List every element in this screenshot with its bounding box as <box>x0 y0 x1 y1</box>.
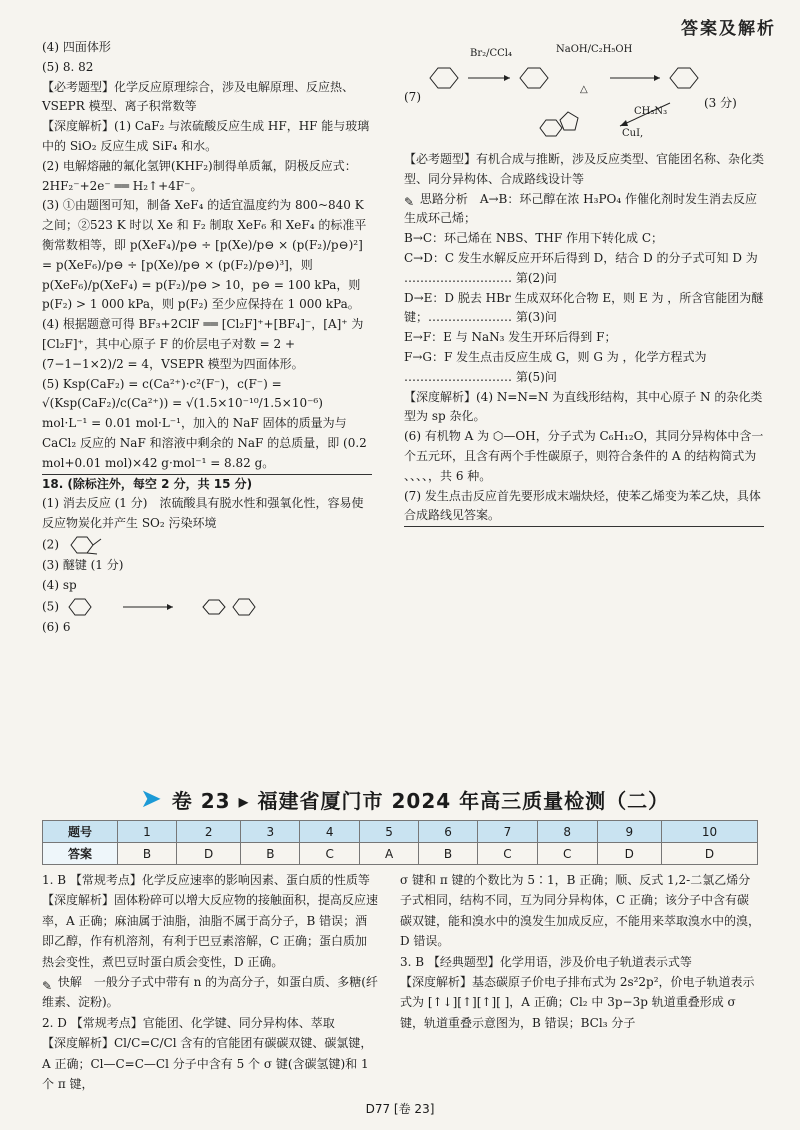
table-cell: 4 <box>300 821 360 843</box>
text-line: 【必考题型】化学反应原理综合，涉及电解原理、反应热、VSEPR 模型、离子积常数等 <box>42 79 355 114</box>
pencil-icon: ✎ <box>42 979 53 994</box>
text-line: (5) 8. 82 <box>42 59 94 74</box>
table-cell: B <box>118 843 177 865</box>
idea-analysis: 思路分析 A→B：环己醇在浓 H₃PO₄ 作催化剂时发生消去反应生成环己烯； <box>404 191 757 226</box>
table-cell: D <box>176 843 240 865</box>
table-cell: 1 <box>118 821 177 843</box>
text-line: (5) Ksp(CaF₂) = c(Ca²⁺)·c²(F⁻)，c(F⁻) = √(Ksp(CaF₂)/c(Ca²⁺)) = √(1.5×10⁻¹⁰/1.5×10⁻⁶) mol·L⁻¹ = 0.01 mol·L⁻¹，加入的 NaF 固体的质量为与 CaCl₂ 反应的 NaF 和溶液中剩余的 NaF 的总质量，即 (0.2 mol+0.01 mol)×42 g·mol⁻¹ = 8.82 g。 <box>42 375 372 475</box>
bottom-right-column <box>400 870 760 1033</box>
click-reaction-scheme <box>63 596 263 618</box>
text-line: 18. (除标注外，每空 2 分，共 15 分) <box>42 476 253 491</box>
text-line: (6) 有机物 A 为 ⬡—OH，分子式为 C₆H₁₂O，其同分异构体中含一个五元环，且含有两个手性碳原子，则符合条件的 A 的结构简式为 、、、、，共 6 种。 <box>404 429 764 483</box>
text-line: 【深度解析】(4) N=N=N 为直线形结构，其中心原子 N 的杂化类型为 sp 杂化。 <box>404 389 763 424</box>
text-line: 【深度解析】基态碳原子价电子排布式为 2s²2p²，价电子轨道表示式为 [↑↓][↑][↑][ ]，A 正确；Cl₂ 中 3p−3p 轨道重叠形成 σ 键，轨道重叠示意图为，B 错误；BCl₃ 分子 <box>400 974 755 1030</box>
text-line: (6) 6 <box>42 619 71 634</box>
score-label: (3 分) <box>704 96 737 110</box>
text-line: (2) 电解熔融的氟化氢钾(KHF₂)制得单质氟，阴极反应式：2HF₂⁻+2e⁻ ══ H₂↑+4F⁻。 <box>42 158 357 193</box>
item-label: (7) <box>404 90 421 104</box>
table-cell: B <box>419 843 478 865</box>
answer-label: (5) <box>42 599 59 614</box>
text-line: C→D：C 发生水解反应开环后得到 D，结合 D 的分子式可知 D 为 ……………………… 第(2)问 <box>404 250 758 285</box>
text-line: (4) 根据题意可得 BF₃+2ClF ══ [Cl₂F]⁺+[BF₄]⁻，[A]⁺ 为 [Cl₂F]⁺，其中心原子 F 的价层电子对数 = 2 + (7−1−1×2)/2 = 4，VSEPR 模型为四面体形。 <box>42 317 364 371</box>
text-line: σ 键和 π 键的个数比为 5∶1，B 正确；顺、反式 1,2-二氯乙烯分子式相同，结构不同，互为同分异构体，C 正确；该分子中含有碳碳双键，能和溴水中的溴发生加成反应，不能用来萃取溴水中的溴，D 错误。 <box>400 873 761 949</box>
text-line: 2. D 【常规考点】官能团、化学键、同分异构体、萃取 <box>42 1015 335 1030</box>
table-row <box>43 843 758 865</box>
answer-table <box>42 820 758 865</box>
quick-tip: 快解 一般分子式中带有 n 的为高分子，如蛋白质、多糖(纤维素、淀粉)。 <box>42 974 378 1010</box>
text-line: 【深度解析】Cl/C=C/Cl 含有的官能团有碳碳双键、碳氯键，A 正确；Cl—C=C—Cl 分子中含有 5 个 σ 键(含碳氢键)和 1 个 π 键， <box>42 1036 373 1091</box>
reagent-label: CH₃N₃ <box>634 106 668 117</box>
text-line: D→E：D 脱去 HBr 生成双环化合物 E，则 E 为 ，所含官能团为醚键；………………… 第(3)问 <box>404 290 764 325</box>
text-line: B→C：环己烯在 NBS、THF 作用下转化成 C； <box>404 231 664 246</box>
table-header-cell: 题号 <box>43 821 118 843</box>
page-header-title: 答案及解析 <box>681 19 776 39</box>
reagent-label: CuI, <box>622 128 644 139</box>
table-cell: 9 <box>597 821 661 843</box>
text-line <box>42 596 372 618</box>
table-cell: D <box>661 843 757 865</box>
reagent-label: Br₂/CCl₄ <box>470 48 513 59</box>
table-cell: 2 <box>176 821 240 843</box>
table-cell: 3 <box>241 821 300 843</box>
text-line: (4) sp <box>42 577 77 592</box>
text-line: (4) 四面体形 <box>42 40 111 54</box>
section-banner <box>140 782 740 816</box>
table-cell: A <box>360 843 419 865</box>
text-line <box>42 972 378 1013</box>
text-line: 【深度解析】(1) CaF₂ 与浓硫酸反应生成 HF，HF 能与玻璃中的 SiO₂ 反应生成 SiF₄ 和水。 <box>42 119 370 153</box>
table-cell: C <box>478 843 538 865</box>
text-line: 【必考题型】有机合成与推断，涉及反应类型、官能团名称、杂化类型、同分异构体、合成路线设计等 <box>404 152 765 186</box>
text-line <box>404 190 764 230</box>
right-column <box>404 38 764 527</box>
pencil-icon: ✎ <box>404 195 415 210</box>
synthesis-route <box>404 38 764 150</box>
left-column <box>42 38 372 637</box>
table-cell: 6 <box>419 821 478 843</box>
table-cell: 10 <box>661 821 757 843</box>
table-cell: D <box>597 843 661 865</box>
table-cell: 8 <box>537 821 597 843</box>
text-line: E→F：E 与 NaN₃ 发生开环后得到 F； <box>404 330 617 345</box>
bromo-cyclohexanol-structure <box>63 534 109 556</box>
table-cell: 7 <box>478 821 538 843</box>
table-cell: C <box>300 843 360 865</box>
page-number: D77 [卷 23] <box>365 1102 435 1116</box>
text-line: 【深度解析】固体粉碎可以增大反应物的接触面积，提高反应速率，A 正确；麻油属于油脂，油脂不属于高分子，B 错误；酒即乙醇，作有机溶剂，有利于巴豆素溶解，C 正确；蛋白质加热会变性，煮巴豆时蛋白质会变性，D 正确。 <box>42 893 379 969</box>
table-header-cell: 答案 <box>43 843 118 865</box>
text-line: F→G：F 发生点击反应生成 G，则 G 为 ，化学方程式为 ……………………… 第(5)问 <box>404 349 707 384</box>
text-line: (1) 消去反应 (1 分) 浓硫酸具有脱水性和强氧化性，容易使反应物炭化并产生 SO₂ 污染环境 <box>42 496 364 531</box>
answer-label: (2) <box>42 537 59 552</box>
text-line: 3. B 【经典题型】化学用语，涉及价电子轨道表示式等 <box>400 954 692 969</box>
paper-plane-icon: ➤ <box>140 784 162 814</box>
reagent-label: NaOH/C₂H₅OH <box>556 44 633 55</box>
text-line: (3) ①由题图可知，制备 XeF₄ 的适宜温度约为 800~840 K 之间；②523 K 时以 Xe 和 F₂ 制取 XeF₆ 和 XeF₄ 的标准平衡常数相等，即 p(XeF₄)/p⊖ ÷ [p(Xe)/p⊖ × (p(F₂)/p⊖)²] = p(XeF₆)/p⊖ ÷ [p(Xe)/p⊖ × (p(F₂)/p⊖)³]，则 p(XeF₆)/p(XeF₄) = p(F₂)/p⊖ > 10，p⊖ = 100 kPa，则 p(F₂) > 1 000 kPa，则 p(F₂) 至少应保持在 1 000 kPa。 <box>42 198 367 312</box>
bottom-left-column <box>42 870 378 1094</box>
table-cell: B <box>241 843 300 865</box>
table-cell: C <box>537 843 597 865</box>
text-line <box>42 534 372 556</box>
text-line: (7) 发生点击反应首先要形成末端炔烃，使苯乙烯变为苯乙炔，具体合成路线见答案。 <box>404 487 764 528</box>
text-line: 1. B 【常规考点】化学反应速率的影响因素、蛋白质的性质等 <box>42 873 370 887</box>
banner-title: 卷 23 ▸ 福建省厦门市 2024 年高三质量检测（二） <box>171 788 670 813</box>
table-cell: 5 <box>360 821 419 843</box>
reagent-label: △ <box>580 84 588 95</box>
text-line: (3) 醚键 (1 分) <box>42 557 124 572</box>
table-row <box>43 821 758 843</box>
